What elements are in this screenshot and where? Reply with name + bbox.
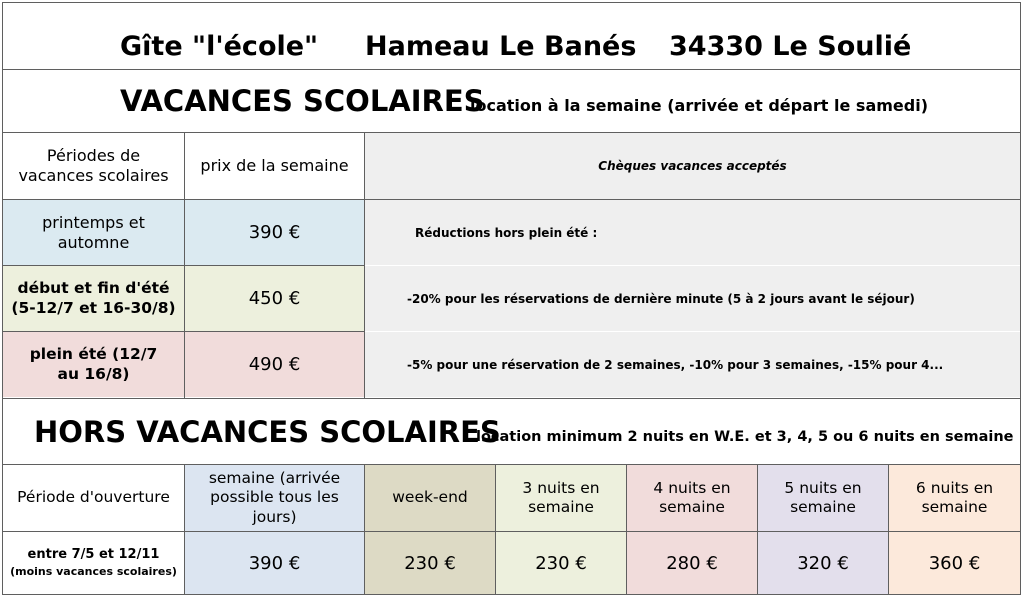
reduction-semaines-cell xyxy=(365,332,1020,397)
title-commune: 34330 Le Soulié xyxy=(669,30,912,62)
divider-row-header xyxy=(2,199,1021,200)
prix-printemps: 390 € xyxy=(185,200,364,265)
title-hameau: Hameau Le Banés xyxy=(365,30,637,62)
col-header-periodes: Périodes de vacances scolaires xyxy=(18,146,169,185)
prix-4-nuits: 280 € xyxy=(627,532,757,594)
vline-hors-2 xyxy=(364,464,365,595)
col-header-5-nuits: 5 nuits en semaine xyxy=(758,465,888,531)
vline-vac-2 xyxy=(364,132,365,399)
periode-printemps: printemps et automne xyxy=(3,200,184,265)
vline-hors-5 xyxy=(757,464,758,595)
vline-hors-4 xyxy=(626,464,627,595)
col-header-week-end: week-end xyxy=(365,465,495,531)
hors-subheading: location minimum 2 nuits en W.E. et 3, 4, 5 ou 6 nuits en semaine xyxy=(476,429,1014,445)
hors-heading-row xyxy=(3,399,1020,464)
prix-week-end: 230 € xyxy=(365,532,495,594)
page-title xyxy=(3,24,1020,68)
cheques-vacances-text: Chèques vacances acceptés xyxy=(598,159,787,173)
periode-ouverture-cell xyxy=(3,532,184,594)
prix-6-nuits: 360 € xyxy=(889,532,1020,594)
reduction-title: Réductions hors plein été : xyxy=(415,225,598,240)
periode-plein-ete: plein été (12/7 au 16/8) xyxy=(3,332,184,397)
col-header-periode-ouverture: Période d'ouverture xyxy=(17,488,170,507)
border-top xyxy=(2,2,1021,3)
col-header-prix: prix de la semaine xyxy=(200,156,349,175)
cheques-vacances-cell xyxy=(365,133,1020,199)
divider-vacances-end xyxy=(2,398,1021,399)
prix-5-nuits: 320 € xyxy=(758,532,888,594)
reduction-derniere-minute-cell xyxy=(365,266,1020,331)
vacances-heading: VACANCES SCOLAIRES xyxy=(120,84,485,118)
border-bottom xyxy=(2,594,1021,595)
vacances-heading-row xyxy=(3,70,1020,132)
prix-debut-fin-ete: 450 € xyxy=(185,266,364,331)
prix-3-nuits: 230 € xyxy=(496,532,626,594)
vacances-subheading: location à la semaine (arrivée et départ le samedi) xyxy=(470,96,929,115)
title-gite: Gîte "l'école" xyxy=(120,30,319,62)
periode-ouverture-note: (moins vacances scolaires) xyxy=(10,565,177,579)
col-header-4-nuits: 4 nuits en semaine xyxy=(627,465,757,531)
periode-ouverture-dates: entre 7/5 et 12/11 xyxy=(27,547,160,563)
reduction-title-cell xyxy=(365,200,1020,265)
divider-hors-heading xyxy=(2,464,1021,465)
vline-hors-3 xyxy=(495,464,496,595)
reduction-derniere-minute: -20% pour les réservations de dernière minute (5 à 2 jours avant le séjour) xyxy=(407,291,915,306)
col-header-3-nuits: 3 nuits en semaine xyxy=(496,465,626,531)
divider-title xyxy=(2,69,1021,70)
vline-hors-6 xyxy=(888,464,889,595)
vline-hors-1 xyxy=(184,464,185,595)
border-left xyxy=(2,2,3,595)
reduction-semaines: -5% pour une réservation de 2 semaines, -10% pour 3 semaines, -15% pour 4... xyxy=(407,357,944,372)
col-header-6-nuits: 6 nuits en semaine xyxy=(889,465,1020,531)
hors-heading: HORS VACANCES SCOLAIRES xyxy=(34,414,501,449)
divider-hors-header xyxy=(2,531,1021,532)
periode-debut-fin-ete: début et fin d'été (5-12/7 et 16-30/8) xyxy=(3,266,184,331)
border-right xyxy=(1020,2,1021,595)
prix-plein-ete: 490 € xyxy=(185,332,364,397)
vline-vac-1 xyxy=(184,132,185,399)
prix-semaine: 390 € xyxy=(185,532,364,594)
col-header-semaine: semaine (arrivée possible tous les jours) xyxy=(185,465,364,531)
divider-vacances-heading xyxy=(2,132,1021,133)
